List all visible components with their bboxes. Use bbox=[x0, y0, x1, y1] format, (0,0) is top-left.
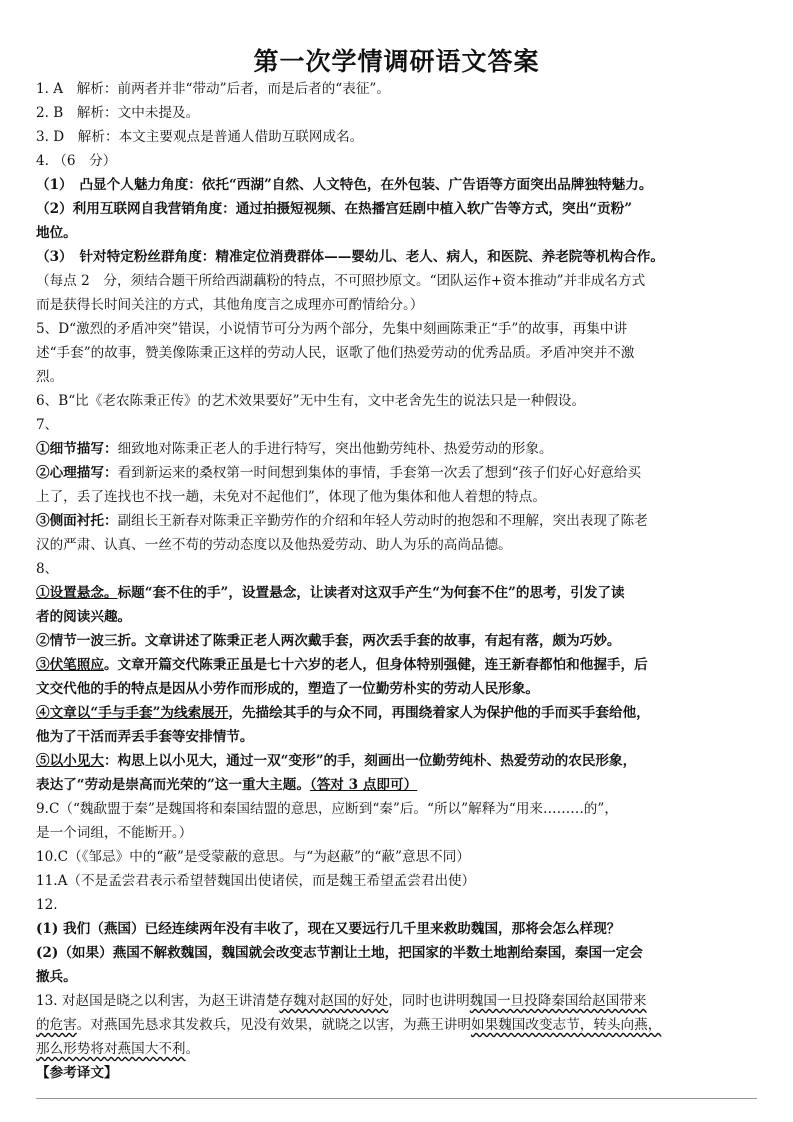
answer-q12-point2-cont: 撤兵。 bbox=[36, 969, 77, 985]
q8-point4-text: ，先描绘其手的与众不同，再围绕着家人为保护他的手而买手套给他， bbox=[228, 705, 650, 721]
answer-q7-point3-cont: 汉的严肃、认真、一丝不苟的劳动态度以及他热爱劳动、助人为乐的高尚品德。 bbox=[36, 537, 512, 553]
q7-point3-text: 副组长王新春对陈秉正辛勤劳作的介绍和年轻人劳动时的抱怨和不理解，突出表现了陈老 bbox=[117, 513, 648, 529]
answer-q6: 6、B“比《老农陈秉正传》的艺术效果要好”无中生有，文中老舍先生的说法只是一种假设。 bbox=[36, 393, 586, 409]
reference-translation-heading: 【参考译文】 bbox=[36, 1065, 118, 1081]
answer-q5-cont1: 述“手套”的故事，赞美像陈秉正这样的劳动人民，讴歌了他们热爱劳动的优秀品质。矛盾冲突并不激 bbox=[36, 345, 635, 361]
answer-q8-point5 bbox=[36, 750, 762, 772]
answer-q5: 5、D“激烈的矛盾冲突”错误，小说情节可分为两个部分，先集中刻画陈秉正“手”的故事，再集中讲 bbox=[36, 321, 628, 337]
answer-q4-header: 4. （6 分） bbox=[36, 153, 117, 169]
answer-q4-note-cont: 而是获得长时间关注的方式，其他角度言之成理亦可酌情给分。） bbox=[36, 297, 424, 313]
q13-text-3: 。对燕国先恳求其发救兵，见没有效果，就晓之以害，为燕王讲明 bbox=[76, 1017, 471, 1033]
answer-q8-point2: ②情节一波三折。文章讲述了陈秉正老人两次戴手套，两次丢手套的故事，有起有落，颇为巧妙。 bbox=[36, 633, 621, 649]
q7-point3-label: ③侧面衬托： bbox=[36, 513, 118, 529]
answer-q8-point1 bbox=[36, 582, 762, 604]
answer-q9-cont: 是一个词组，不能断开。） bbox=[36, 825, 193, 841]
answer-q7-point2 bbox=[36, 462, 762, 484]
answer-q8-point5-cont bbox=[36, 774, 762, 796]
answer-q7-header: 7、 bbox=[36, 417, 59, 433]
page-title: 第一次学情调研语文答案 bbox=[253, 47, 540, 76]
q8-scoring-note: （答对 3 点即可） bbox=[309, 777, 418, 793]
answer-q1: 1. A 解析：前两者并非“带动”后者，而是后者的“表征”。 bbox=[36, 81, 390, 97]
q7-point1-label: ①细节描写： bbox=[36, 441, 118, 457]
q8-point4-label: ④文章以“手与手套”为线索展开 bbox=[36, 705, 229, 721]
q8-point5-label: ⑤以小见大 bbox=[36, 753, 104, 769]
q13-highlight-3-cont: 那么形势将对燕国大不利 bbox=[36, 1041, 186, 1057]
answer-q4-point2-cont: 地位。 bbox=[36, 225, 77, 241]
answer-q3: 3. D 解析：本文主要观点是普通人借助互联网成名。 bbox=[36, 129, 364, 145]
q7-point2-text: 看到新运来的桑杈第一时间想到集体的事情，手套第一次丢了想到“孩子们好心好意给买 bbox=[117, 465, 642, 481]
answer-q8-header: 8、 bbox=[36, 561, 59, 577]
q8-point3-label: ③伏笔照应 bbox=[36, 657, 104, 673]
q8-point5-text-cont: 表达了“劳动是崇高而光荣的”这一重大主题。 bbox=[36, 777, 310, 793]
answer-q12-point2: (2)（如果）燕国不解救魏国，魏国就会改变志节割让土地，把国家的半数土地割给秦国，秦国一定会 bbox=[36, 945, 643, 961]
q7-point2-label: ②心理描写： bbox=[36, 465, 118, 481]
answer-q2: 2. B 解析：文中未提及。 bbox=[36, 105, 200, 121]
answer-q11: 11.A（不是孟尝君表示希望替魏国出使诸侯，而是魏王希望孟尝君出使） bbox=[36, 873, 476, 889]
answer-q8-point3 bbox=[36, 654, 762, 676]
answer-q7-point2-cont: 上了，丢了连找也不找一趟，未免对不起他们”，体现了他为集体和他人着想的特点。 bbox=[36, 489, 546, 505]
answer-q5-cont2: 烈。 bbox=[36, 369, 64, 385]
answer-q12-header: 12. bbox=[36, 897, 58, 913]
answer-q4-point2: （2）利用互联网自我营销角度：通过拍摄短视频、在热播宫廷剧中植入软广告等方式，突出“贡粉” bbox=[36, 201, 633, 217]
answer-q7-point1 bbox=[36, 438, 762, 460]
answer-q4-point1: （1） 凸显个人魅力角度：依托“西湖”自然、人文特色，在外包装、广告语等方面突出品牌独特魅力。 bbox=[36, 177, 653, 193]
q8-point1-label: ①设置悬念。 bbox=[36, 585, 118, 601]
answer-q8-point3-cont: 文交代他的手的特点是因从小劳作而形成的，塑造了一位勤劳朴实的劳动人民形象。 bbox=[36, 681, 539, 697]
answer-q13-cont1 bbox=[36, 1014, 762, 1036]
q13-highlight-2: 魏国一旦投降秦国给赵国带来 bbox=[469, 993, 647, 1009]
answer-q10: 10.C（《邹忌》中的“蔽”是受蒙蔽的意思。与“为赵蔽”的“蔽”意思不同） bbox=[36, 849, 470, 865]
q8-point5-text: ：构思上以小见大，通过一双“变形”的手，刻画出一位勤劳纯朴、热爱劳动的农民形象， bbox=[103, 753, 637, 769]
answer-q7-point3 bbox=[36, 510, 762, 532]
answer-q4-point3: （3） 针对特定粉丝群角度：精准定位消费群体——婴幼儿、老人、病人，和医院、养老院等机构合作。 bbox=[36, 249, 664, 265]
q13-text-4: 。 bbox=[185, 1041, 200, 1057]
q7-point1-text: 细致地对陈秉正老人的手进行特写，突出他勤劳纯朴、热爱劳动的形象。 bbox=[117, 441, 553, 457]
q13-highlight-1: 存魏对赵国的好处 bbox=[279, 993, 389, 1009]
q13-text-1: 13. 对赵国是晓之以利害，为赵王讲清楚 bbox=[36, 993, 280, 1009]
answer-q12-point1: (1) 我们（燕国）已经连续两年没有丰收了，现在又要远行几千里来救助魏国，那将会怎么样现？ bbox=[36, 921, 621, 937]
answer-q9: 9.C（“魏歃盟于秦”是魏国将和秦国结盟的意思，应断到“秦”后。“所以”解释为“用来………的”， bbox=[36, 801, 618, 817]
answer-q8-point4-cont: 他为了干活而弄丢手套等安排情节。 bbox=[36, 729, 254, 745]
answer-q8-point4 bbox=[36, 702, 762, 724]
q13-highlight-2-cont: 的危害 bbox=[36, 1017, 77, 1033]
answer-q13-cont2 bbox=[36, 1038, 762, 1060]
q13-text-2: ，同时也讲明 bbox=[388, 993, 470, 1009]
q8-point1-text: 标题“套不住的手”，设置悬念，让读者对这双手产生“为何套不住”的思考，引发了读 bbox=[117, 585, 625, 601]
q13-highlight-3: 如果魏国改变志节，转头向燕， bbox=[471, 1017, 662, 1033]
page-bottom-divider bbox=[36, 1098, 757, 1099]
answer-q8-point1-cont: 者的阅读兴趣。 bbox=[36, 609, 132, 625]
answer-q4-note: （每点 2 分，须结合题干所给西湖藕粉的特点，不可照抄原文。“团队运作+资本推动”并非成名方式 bbox=[36, 273, 646, 289]
q8-point3-text: 。文章开篇交代陈秉正虽是七十六岁的老人，但身体特别强健，连王新春都怕和他握手，后 bbox=[103, 657, 648, 673]
answer-q13 bbox=[36, 990, 762, 1012]
